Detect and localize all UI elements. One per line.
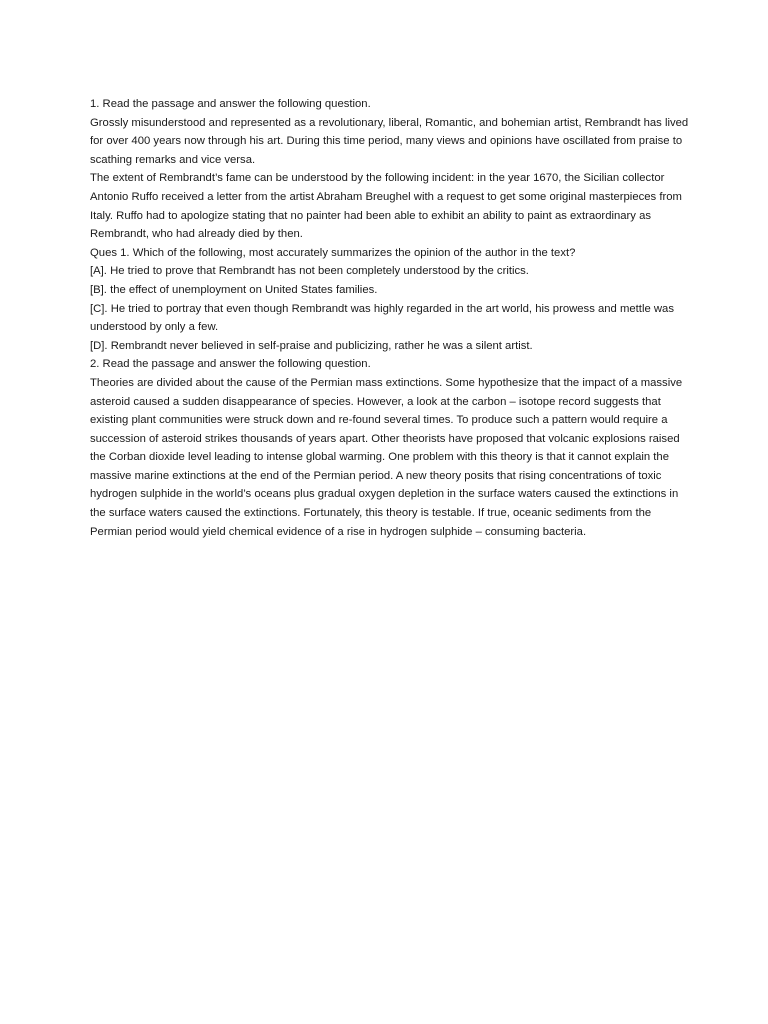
option-b: [B]. the effect of unemployment on United States families. [90,283,378,296]
question-2-paragraph-1: Theories are divided about the cause of the Permian mass extinctions. Some hypothesize that the impact of a massive asteroid caused a sudden disappearance of species. However, a look at the carbon – isotope record suggests that existing plant communities were struck down and re-found several times. To produce such a pattern would require a succession of asteroid strikes thousands of years apart. Other theorists have proposed that volcanic explosions raised the Corban dioxide level leading to intense global warming. One problem with this theory is that it cannot explain the massive marine extinctions at the end of the Permian period. A new theory posits that rising concentrations of toxic hydrogen sulphide in the world’s oceans plus gradual oxygen depletion in the surface waters caused the extinctions in the surface waters caused the extinctions. Fortunately, this theory is testable. If true, oceanic sediments from the Permian period would yield chemical evidence of a rise in hydrogen sulphide – consuming bacteria. [90,376,683,538]
question-1-heading: 1. Read the passage and answer the following question. [90,98,371,110]
option-c: [C]. He tried to portray that even though Rembrandt was highly regarded in the art world, his prowess and mettle was understood by only a few. [90,302,674,334]
option-d: [D]. Rembrandt never believed in self-praise and publicizing, rather he was a silent artist. [90,339,533,352]
question-1-prompt: Ques 1. Which of the following, most accurately summarizes the opinion of the author in the text? [90,246,576,259]
question-1-paragraph-1: Grossly misunderstood and represented as a revolutionary, liberal, Romantic, and bohemian artist, Rembrandt has lived for over 400 years now through his art. During this time period, many views and opinions have oscillated from praise to scathing remarks and vice versa. [90,116,689,166]
question-1-paragraph-2: The extent of Rembrandt’s fame can be understood by the following incident: in the year 1670, the Sicilian collector Antonio Ruffo received a letter from the artist Abraham Breughel with a request to get some original masterpieces from Italy. Ruffo had to apologize stating that no painter had been able to exhibit an ability to paint as extraordinary as Rembrandt, who had already died by then. [90,172,682,241]
document-page [90,95,690,541]
option-a: [A]. He tried to prove that Rembrandt has not been completely understood by the critics. [90,265,529,278]
question-2-heading: 2. Read the passage and answer the following question. [90,358,371,371]
